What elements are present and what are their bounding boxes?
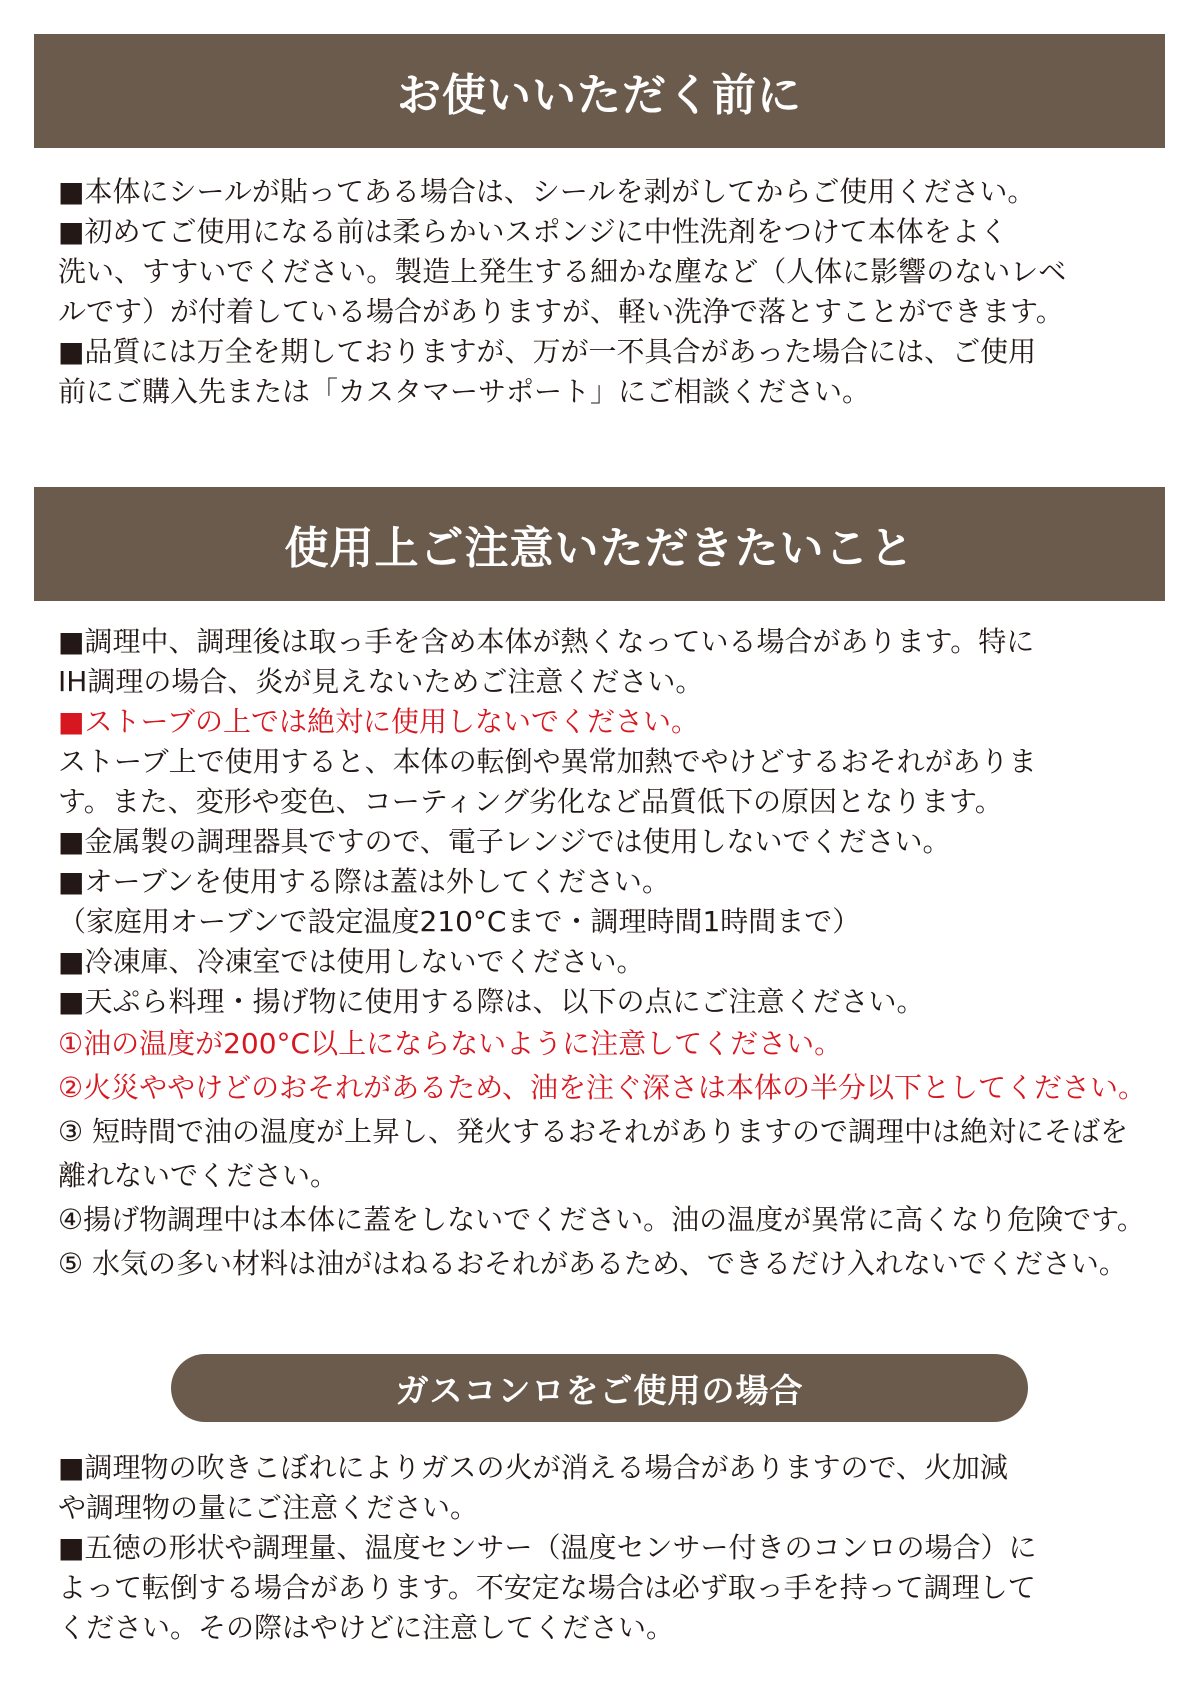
before-use-notes [58, 172, 1158, 412]
section-title: 使用上ご注意いただきたいこと [284, 523, 915, 574]
note-line: 前にご購入先または「カスタマーサポート」にご相談ください。 [58, 375, 871, 408]
caution-line: （家庭用オーブンで設定温度210°Cまで・調理時間1時間まで） [58, 905, 861, 938]
stove-warning: ■ストーブの上では絶対に使用しないでください。 [58, 705, 700, 738]
note-line: ■本体にシールが貼ってある場合は、シールを剥がしてからご使用ください。 [58, 175, 1036, 208]
caution-line: ■オーブンを使用する際は蓋は外してください。 [58, 865, 670, 898]
oil-caution-5: ⑤ 水気の多い材料は油がはねるおそれがあるため、できるだけ入れないでください。 [58, 1247, 1127, 1280]
section-header-before-use [34, 34, 1165, 148]
gas-stove-notes [58, 1448, 1158, 1648]
gas-note-line: よって転倒する場合があります。不安定な場合は必ず取っ手を持って調理して [58, 1571, 1036, 1604]
oil-caution-3: ③ 短時間で油の温度が上昇し、発火するおそれがありますので調理中は絶対にそばを [58, 1115, 1129, 1148]
section-title: ガスコンロをご使用の場合 [395, 1370, 804, 1410]
section-header-usage-cautions [34, 487, 1165, 601]
caution-line: ■天ぷら料理・揚げ物に使用する際は、以下の点にご注意ください。 [58, 985, 925, 1018]
caution-line: ■金属製の調理器具ですので、電子レンジでは使用しないでください。 [58, 825, 951, 858]
note-line: 洗い、すすいでください。製造上発生する細かな塵など（人体に影響のないレベ [58, 255, 1067, 288]
oil-warning-1: ①油の温度が200°C以上にならないように注意してください。 [58, 1027, 843, 1060]
caution-line: IH調理の場合、炎が見えないためご注意ください。 [58, 665, 704, 698]
note-line: ルです）が付着している場合がありますが、軽い洗浄で落とすことができます。 [58, 295, 1064, 328]
oil-caution-3-cont: 離れないでください。 [58, 1159, 339, 1192]
note-line: ■初めてご使用になる前は柔らかいスポンジに中性洗剤をつけて本体をよく [58, 215, 1008, 248]
section-header-gas-stove [171, 1354, 1028, 1422]
caution-line: ストーブ上で使用すると、本体の転倒や異常加熱でやけどするおそれがありま [58, 745, 1037, 778]
oil-caution-4: ④揚げ物調理中は本体に蓋をしないでください。油の温度が異常に高くなり危険です。 [58, 1203, 1145, 1236]
gas-note-line: ■五徳の形状や調理量、温度センサー（温度センサー付きのコンロの場合）に [58, 1531, 1037, 1564]
gas-note-line: や調理物の量にご注意ください。 [58, 1491, 479, 1524]
oil-warning-2: ②火災ややけどのおそれがあるため、油を注ぐ深さは本体の半分以下としてください。 [58, 1071, 1146, 1104]
caution-line: す。また、変形や変色、コーティング劣化など品質低下の原因となります。 [58, 785, 1003, 818]
caution-line: ■冷凍庫、冷凍室では使用しないでください。 [58, 945, 645, 978]
gas-note-line: ■調理物の吹きこぼれによりガスの火が消える場合がありますので、火加減 [58, 1451, 1008, 1484]
note-line: ■品質には万全を期しておりますが、万が一不具合があった場合には、ご使用 [58, 335, 1037, 368]
gas-note-line: ください。その際はやけどに注意してください。 [58, 1611, 675, 1644]
usage-cautions [58, 622, 1158, 1286]
section-title: お使いいただく前に [397, 70, 802, 121]
caution-line: ■調理中、調理後は取っ手を含め本体が熱くなっている場合があります。特に [58, 625, 1035, 658]
